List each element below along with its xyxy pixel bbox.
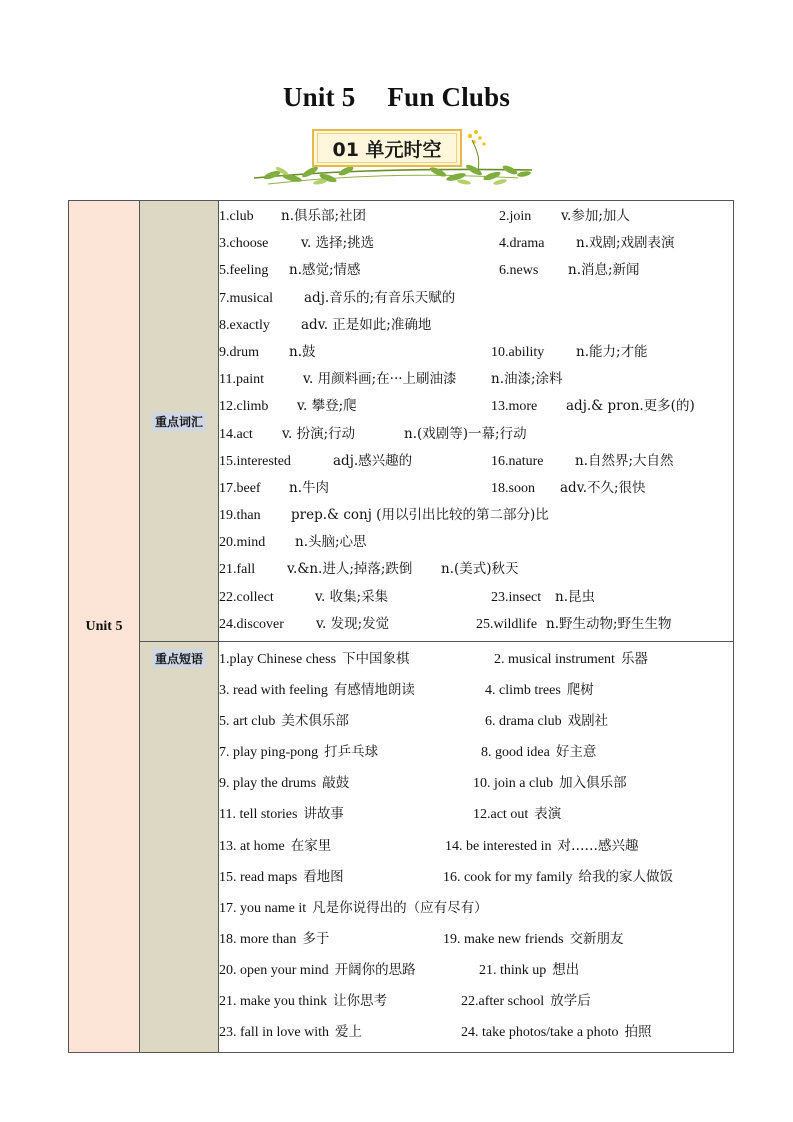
vocab-row — [219, 611, 733, 638]
phrase-chinese: 表演 — [534, 806, 562, 823]
vocab-row — [219, 339, 733, 366]
phrase-english: 2. musical instrument — [494, 652, 615, 667]
vocab-entry — [219, 475, 329, 502]
phrase-english: 24. take photos/take a photo — [461, 1025, 619, 1041]
phrase-chinese: 戏剧社 — [567, 713, 609, 730]
vocab-word: 21.fall — [219, 562, 256, 578]
vocab-meaning: n.自然界;大自然 — [575, 452, 674, 469]
phrase-english: 14. be interested in — [445, 838, 552, 854]
phrase-entry — [494, 644, 648, 675]
phrase-chinese: 给我的家人做饭 — [578, 868, 673, 885]
vocab-meaning-secondary — [404, 421, 527, 448]
vocab-word: 15.interested — [219, 453, 291, 469]
phrase-english: 5. art club — [219, 714, 276, 730]
phrase-english: 1.play Chinese chess — [219, 652, 337, 667]
vocab-word: 2.join — [499, 209, 532, 224]
vocab-meaning: v.&n.进人;掉落;跌倒 — [287, 561, 413, 578]
vocab-row — [219, 203, 733, 230]
phrase-row — [219, 955, 733, 986]
phrase-english: 12.act out — [473, 807, 529, 823]
phrase-english: 17. you name it — [219, 900, 307, 916]
vocab-row — [219, 475, 733, 502]
phrase-english: 22.after school — [461, 994, 545, 1010]
phrase-english: 6. drama club — [485, 714, 562, 730]
vocab-meaning: n.头脑;心思 — [295, 534, 367, 551]
phrase-chinese: 拍照 — [624, 1024, 652, 1041]
summary-table — [68, 200, 734, 1053]
vocab-word: 22.collect — [219, 589, 274, 605]
vocab-row — [219, 393, 733, 420]
phrase-chinese: 加入俱乐部 — [559, 775, 627, 792]
vocab-word: 8.exactly — [219, 317, 270, 333]
phrase-chinese: 爱上 — [335, 1024, 363, 1041]
phrase-chinese: 爬树 — [566, 682, 594, 699]
phrase-chinese: 想出 — [552, 961, 580, 978]
phrase-entry — [219, 799, 344, 830]
vocab-entry — [491, 475, 646, 502]
vocab-category-label: 重点词汇 — [152, 412, 206, 431]
phrase-english: 13. at home — [219, 838, 285, 854]
phrase-row — [219, 893, 733, 924]
vocab-word: 19.than — [219, 508, 261, 524]
vocab-entry — [219, 448, 412, 475]
vocab-word: 25.wildlife — [476, 616, 538, 632]
vocab-meaning: n.(戏剧等)一幕;行动 — [404, 425, 527, 442]
vocab-word: 6.news — [499, 263, 539, 279]
vocab-content-cell — [219, 201, 734, 642]
phrase-entry — [219, 862, 344, 893]
vocab-entry — [491, 339, 648, 366]
vocab-entry — [219, 312, 431, 339]
phrase-chinese: 乐器 — [620, 651, 648, 667]
vocab-entry — [219, 556, 412, 583]
vocab-entry — [219, 230, 374, 257]
vocab-meaning-secondary — [441, 556, 519, 583]
vocab-meaning: adv.不久;很快 — [560, 479, 646, 496]
vocab-meaning: v.参加;加人 — [561, 208, 630, 224]
vocab-row — [219, 257, 733, 284]
vocab-row — [219, 584, 733, 611]
vocab-entry — [219, 366, 457, 393]
vocab-meaning: v. 发现;发觉 — [316, 615, 390, 632]
phrase-entry — [479, 955, 579, 986]
vocab-word: 4.drama — [499, 236, 545, 252]
phrase-chinese: 下中国象棋 — [342, 651, 410, 667]
vocab-row — [219, 312, 733, 339]
vocab-category-cell — [140, 201, 219, 642]
vocab-meaning: n.俱乐部;社团 — [281, 208, 367, 224]
phrase-english: 7. play ping-pong — [219, 745, 319, 761]
vocab-row — [219, 421, 733, 448]
vocab-entry — [499, 230, 675, 257]
vocab-word: 9.drum — [219, 344, 260, 360]
vocab-meaning: n.牛肉 — [289, 479, 329, 496]
vocab-word: 24.discover — [219, 616, 284, 632]
vocab-word: 1.club — [219, 209, 254, 224]
phrase-chinese: 敲鼓 — [322, 775, 350, 792]
vocab-entry — [491, 448, 674, 475]
phrase-entry — [473, 799, 561, 830]
phrase-entry — [219, 675, 415, 706]
phrase-entry — [485, 675, 594, 706]
vocab-row — [219, 285, 733, 312]
vocab-word: 17.beef — [219, 480, 261, 496]
vocab-meaning: adv. 正是如此;准确地 — [301, 316, 432, 333]
vocab-entry — [219, 257, 361, 284]
vocab-row — [219, 529, 733, 556]
phrase-chinese: 开阔你的思路 — [334, 961, 416, 978]
phrase-entry — [219, 737, 378, 768]
vocab-meaning: n.消息;新闻 — [568, 262, 640, 279]
banner-label: 01 单元时空 — [317, 133, 457, 163]
vocab-meaning: adj.音乐的;有音乐天赋的 — [304, 289, 456, 306]
phrase-row — [219, 986, 733, 1017]
phrase-row — [219, 799, 733, 830]
section-banner — [248, 126, 538, 188]
vocab-word: 12.climb — [219, 399, 269, 415]
vocab-meaning: prep.& conj (用以引出比较的第二部分)比 — [291, 507, 549, 524]
vocab-entry — [219, 611, 389, 638]
vocab-row — [219, 230, 733, 257]
phrase-entry — [219, 924, 329, 955]
vocab-entry — [491, 393, 695, 420]
phrase-chinese: 交新朋友 — [569, 930, 624, 947]
vocab-row — [219, 448, 733, 475]
vocab-word: 11.paint — [219, 372, 264, 388]
vocab-word: 23.insect — [491, 589, 542, 605]
vocab-entry — [219, 584, 388, 611]
vocab-entry — [499, 203, 630, 230]
phrase-english: 3. read with feeling — [219, 683, 328, 699]
phrase-chinese: 放学后 — [550, 993, 591, 1010]
phrase-row — [219, 737, 733, 768]
page-title-unit: Unit 5 — [282, 82, 356, 112]
phrase-row — [219, 862, 733, 893]
phrase-english: 21. think up — [479, 962, 547, 978]
phrase-chinese: 多于 — [302, 930, 330, 947]
vocab-meaning: n.油漆;涂料 — [491, 371, 563, 388]
phrase-entry — [219, 768, 349, 799]
vocab-meaning: adj.感兴趣的 — [333, 452, 413, 469]
phrase-english: 23. fall in love with — [219, 1025, 330, 1041]
phrase-entry — [219, 706, 349, 737]
phrase-entry — [443, 924, 624, 955]
phrase-row — [219, 644, 733, 675]
vocab-entry — [219, 529, 367, 556]
phrase-entry — [219, 1017, 362, 1048]
phrase-entry — [445, 831, 639, 862]
vocab-meaning: n.野生动物;野生生物 — [546, 615, 672, 632]
vocab-word: 5.feeling — [219, 263, 269, 279]
vocab-entry — [491, 584, 595, 611]
vocab-list — [219, 201, 733, 641]
vocab-entry — [219, 502, 549, 529]
vocab-row — [219, 366, 733, 393]
vocab-meaning: n.感觉;情感 — [289, 262, 361, 279]
page-title — [0, 82, 793, 113]
phrase-row — [219, 768, 733, 799]
phrase-english: 8. good idea — [481, 745, 550, 761]
phrase-english: 11. tell stories — [219, 807, 298, 823]
phrase-english: 15. read maps — [219, 869, 298, 885]
phrase-entry — [219, 955, 416, 986]
phrase-chinese: 凡是你说得出的（应有尽有） — [312, 899, 488, 916]
vocab-meaning: v. 用颜料画;在···上刷油漆 — [303, 371, 457, 388]
vocab-meaning: v. 选择;挑选 — [301, 235, 375, 252]
phrase-row — [219, 706, 733, 737]
vocab-meaning: v. 扮演;行动 — [282, 425, 356, 442]
unit-cell: Unit 5 — [69, 201, 140, 1053]
vocab-meaning: adj.& pron.更多(的) — [566, 398, 695, 415]
vocab-word: 13.more — [491, 399, 538, 415]
phrase-chinese: 对……感兴趣 — [557, 837, 639, 854]
phrase-english: 4. climb trees — [485, 683, 561, 699]
phrase-chinese: 看地图 — [303, 868, 344, 885]
vocab-word: 3.choose — [219, 236, 269, 252]
phrase-entry — [461, 986, 591, 1017]
phrase-chinese: 美术俱乐部 — [281, 713, 349, 730]
phrase-row — [219, 675, 733, 706]
vocab-word: 20.mind — [219, 535, 266, 551]
phrase-english: 9. play the drums — [219, 776, 317, 792]
vocab-entry — [219, 203, 366, 230]
vocab-word: 16.nature — [491, 453, 544, 469]
phrase-entry — [443, 862, 673, 893]
phrase-entry — [473, 768, 627, 799]
vocab-word: 10.ability — [491, 344, 545, 360]
phrase-chinese: 打乒乓球 — [324, 744, 379, 761]
phrase-entry — [219, 893, 488, 924]
phrase-chinese: 讲故事 — [303, 806, 344, 823]
phrase-english: 16. cook for my family — [443, 869, 573, 885]
banner-frame — [312, 129, 462, 167]
phrase-english: 19. make new friends — [443, 931, 564, 947]
vocab-entry — [219, 393, 357, 420]
phrase-row — [219, 831, 733, 862]
phrase-entry — [219, 644, 410, 675]
vocab-meaning: v. 攀登;爬 — [297, 398, 357, 415]
phrase-entry — [485, 706, 608, 737]
phrase-category-label: 重点短语 — [152, 649, 206, 668]
vocab-meaning: n.戏剧;戏剧表演 — [576, 235, 675, 252]
phrase-category-cell — [140, 642, 219, 1053]
phrase-english: 20. open your mind — [219, 962, 329, 978]
vocab-word: 7.musical — [219, 290, 274, 306]
vocab-meaning: n.昆虫 — [555, 588, 595, 605]
phrase-english: 10. join a club — [473, 776, 554, 792]
vocab-word: 14.act — [219, 426, 253, 442]
vocab-meaning: n.(美式)秋天 — [441, 561, 519, 578]
phrase-chinese: 好主意 — [555, 744, 597, 761]
vocab-meaning: v. 收集;采集 — [315, 588, 389, 605]
phrase-english: 21. make you think — [219, 994, 328, 1010]
phrase-chinese: 让你思考 — [333, 993, 388, 1010]
phrase-entry — [461, 1017, 651, 1048]
page-title-name: Fun Clubs — [387, 82, 511, 112]
vocab-row — [219, 556, 733, 583]
phrase-chinese: 有感情地朗读 — [333, 682, 415, 699]
vocab-entry — [219, 339, 316, 366]
vocab-entry — [476, 611, 672, 638]
phrase-entry — [219, 831, 331, 862]
vocab-row — [219, 502, 733, 529]
phrase-chinese: 在家里 — [290, 837, 332, 854]
phrase-row — [219, 924, 733, 955]
vocab-meaning-secondary — [491, 366, 563, 393]
vocab-entry — [499, 257, 640, 284]
phrase-entry — [219, 986, 387, 1017]
phrase-entry — [481, 737, 596, 768]
phrase-list — [219, 642, 733, 1052]
vocab-entry — [219, 421, 355, 448]
vocab-word: 18.soon — [491, 480, 535, 496]
phrase-row — [219, 1017, 733, 1048]
phrase-content-cell — [219, 642, 734, 1053]
vocab-entry — [219, 285, 455, 312]
vocab-meaning: n.能力;才能 — [576, 343, 648, 360]
vocab-meaning: n.鼓 — [289, 343, 316, 360]
phrase-english: 18. more than — [219, 931, 297, 947]
